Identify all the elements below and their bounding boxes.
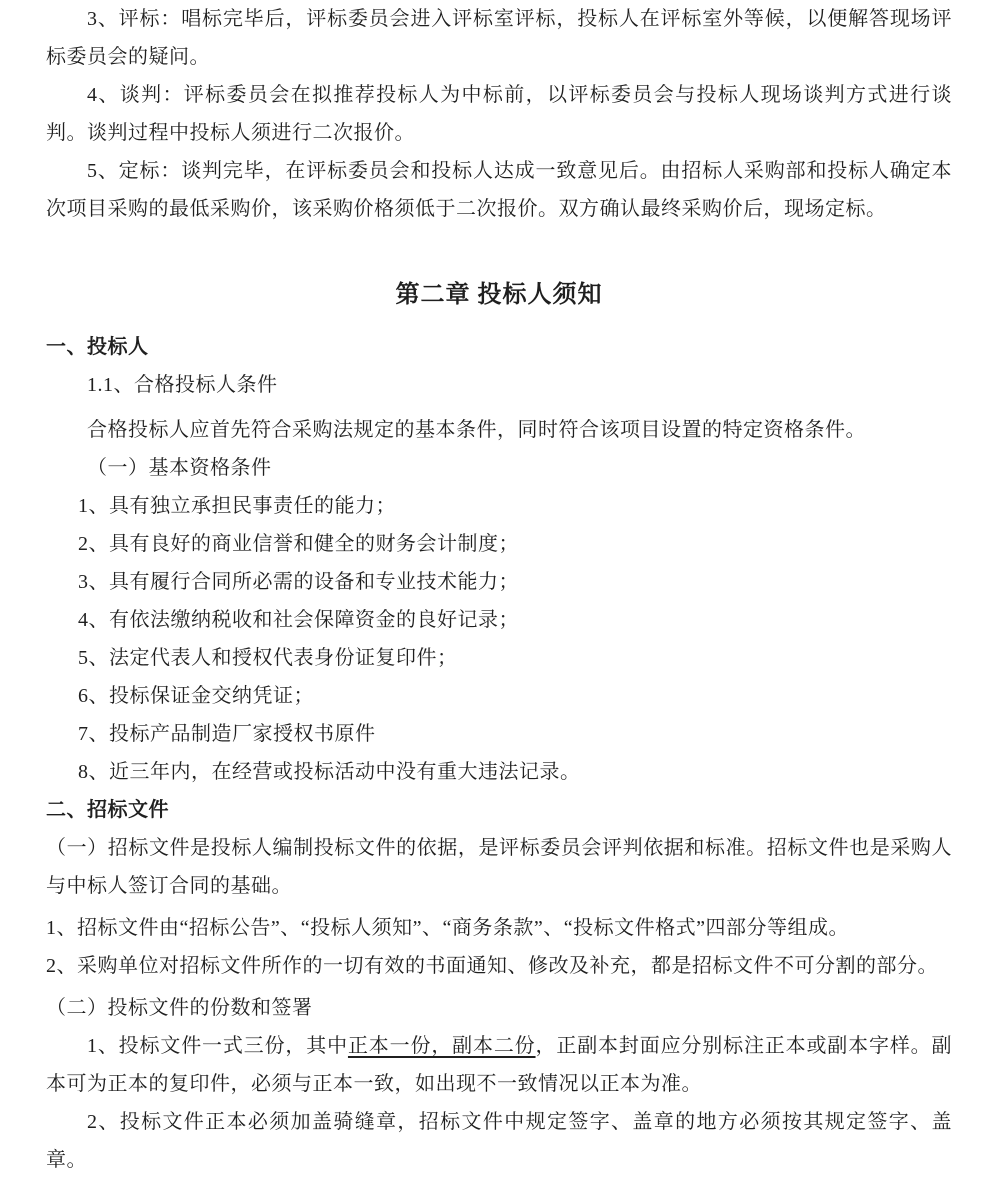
paragraph-negotiation: 4、谈判：评标委员会在拟推荐投标人为中标前，以评标委员会与投标人现场谈判方式进行谈判。谈判过程中投标人须进行二次报价。 (46, 84, 952, 144)
paragraph-bid-document-copies (46, 1027, 952, 1103)
paragraph-bid-document-seal: 2、投标文件正本必须加盖骑缝章，招标文件中规定签字、盖章的地方必须按其规定签字、盖章。 (46, 1111, 952, 1171)
subsection-heading-qualified-bidders: 1.1、合格投标人条件 (87, 374, 278, 396)
condition-item-4: 4、有依法缴纳税收和社会保障资金的良好记录； (78, 609, 519, 631)
paragraph-bid-evaluation: 3、评标：唱标完毕后，评标委员会进入评标室评标，投标人在评标室外等候，以便解答现场评标委员会的疑问。 (46, 8, 952, 68)
copies-text-underlined: 正本一份，副本二份 (347, 1035, 536, 1057)
paragraph-award: 5、定标：谈判完毕，在评标委员会和投标人达成一致意见后。由招标人采购部和投标人确定本次项目采购的最低采购价，该采购价格须低于二次报价。双方确认最终采购价后，现场定标。 (46, 160, 952, 220)
paragraph-qualified-bidders-intro: 合格投标人应首先符合采购法规定的基本条件，同时符合该项目设置的特定资格条件。 (87, 419, 866, 441)
condition-item-3: 3、具有履行合同所必需的设备和专业技术能力； (78, 571, 519, 593)
condition-item-8: 8、近三年内，在经营或投标活动中没有重大违法记录。 (78, 761, 581, 783)
paragraph-tender-documents-composition: 1、招标文件由“招标公告”、“投标人须知”、“商务条款”、“投标文件格式”四部分等组成。 (46, 917, 850, 939)
section-heading-tender-documents: 二、招标文件 (46, 799, 169, 821)
condition-item-1: 1、具有独立承担民事责任的能力； (78, 495, 396, 517)
chapter-heading: 第二章 投标人须知 (395, 282, 603, 308)
subsection-heading-basic-conditions: （一）基本资格条件 (87, 457, 272, 479)
copies-text-prefix: 1、投标文件一式三份，其中 (87, 1035, 348, 1057)
condition-item-5: 5、法定代表人和授权代表身份证复印件； (78, 647, 458, 669)
paragraph-tender-documents-basis: （一）招标文件是投标人编制投标文件的依据，是评标委员会评判依据和标准。招标文件也是采购人与中标人签订合同的基础。 (46, 837, 952, 897)
section-heading-bidders: 一、投标人 (46, 336, 149, 358)
condition-item-2: 2、具有良好的商业信誉和健全的财务会计制度； (78, 533, 519, 555)
paragraph-tender-documents-amendments: 2、采购单位对招标文件所作的一切有效的书面通知、修改及补充，都是招标文件不可分割的部分。 (46, 955, 938, 977)
condition-item-7: 7、投标产品制造厂家授权书原件 (78, 723, 376, 745)
condition-item-6: 6、投标保证金交纳凭证； (78, 685, 314, 707)
subsection-heading-copies-and-signing: （二）投标文件的份数和签署 (46, 997, 313, 1019)
copies-text-suffix: ，正副本封面应分别标注正本或副本字样。副本可为正本的复印件，必须与正本一致，如出现不一致情况以正本为准。 (46, 1035, 953, 1095)
